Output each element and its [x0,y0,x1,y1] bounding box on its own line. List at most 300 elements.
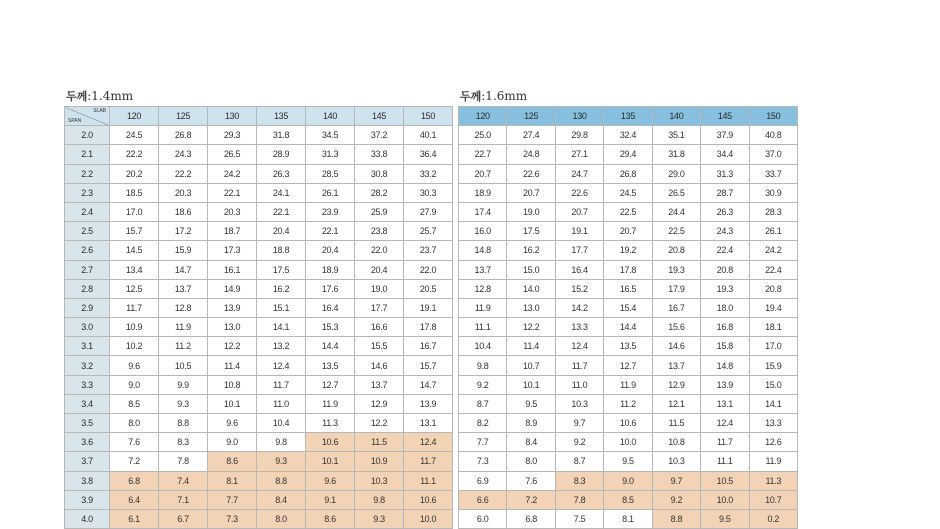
value-cell: 8.7 [459,394,507,413]
value-cell: 16.5 [604,279,652,298]
value-cell: 8.3 [159,433,208,452]
value-cell: 26.1 [749,222,797,241]
value-cell: 7.6 [110,433,159,452]
value-cell: 36.4 [404,145,453,164]
value-cell: 23.9 [306,202,355,221]
caption-label: 두께 [460,90,482,103]
span-cell: 3.6 [65,433,110,452]
span-cell: 3.0 [65,318,110,337]
value-cell: 20.7 [555,202,603,221]
span-cell: 2.1 [65,145,110,164]
value-cell: 28.5 [306,164,355,183]
value-cell: 10.3 [355,471,404,490]
value-cell: 27.9 [404,202,453,221]
value-cell: 13.1 [404,414,453,433]
value-cell: 17.7 [355,298,404,317]
value-cell: 24.4 [652,202,700,221]
value-cell: 29.0 [652,164,700,183]
value-cell: 26.5 [652,183,700,202]
slab-header-130: 130 [208,107,257,126]
value-cell: 24.5 [604,183,652,202]
slab-header-130: 130 [555,107,603,126]
value-cell: 8.0 [257,509,306,528]
value-cell: 17.9 [652,279,700,298]
value-cell: 10.5 [159,356,208,375]
value-cell: 20.8 [749,279,797,298]
value-cell: 26.8 [159,126,208,145]
value-cell: 32.4 [604,126,652,145]
table-row [459,164,798,183]
value-cell: 12.7 [306,375,355,394]
value-cell: 22.4 [701,241,749,260]
table-row [65,260,453,279]
slab-span-corner [65,107,110,126]
slab-header-125: 125 [159,107,208,126]
table-row [459,126,798,145]
table-row [65,337,453,356]
value-cell: 11.7 [701,433,749,452]
value-cell: 10.2 [110,337,159,356]
value-cell: 7.3 [459,452,507,471]
value-cell: 17.8 [404,318,453,337]
span-cell: 3.2 [65,356,110,375]
value-cell: 24.7 [555,164,603,183]
value-cell: 9.7 [652,471,700,490]
value-cell: 7.5 [555,509,603,528]
table-row [65,356,453,375]
value-cell: 15.9 [159,241,208,260]
value-cell: 10.0 [701,490,749,509]
slab-header-150: 150 [749,107,797,126]
span-cell: 2.0 [65,126,110,145]
value-cell: 14.1 [257,318,306,337]
value-cell: 14.6 [355,356,404,375]
table-row [65,394,453,413]
value-cell: 13.7 [652,356,700,375]
value-cell: 17.5 [507,222,555,241]
value-cell: 11.5 [355,433,404,452]
table-row [459,375,798,394]
value-cell: 13.7 [159,279,208,298]
value-cell: 14.9 [208,279,257,298]
value-cell: 15.1 [257,298,306,317]
table-row [459,337,798,356]
table-row [65,126,453,145]
caption-label: 두께 [66,90,88,103]
value-cell: 18.1 [749,318,797,337]
value-cell: 20.8 [701,260,749,279]
value-cell: 11.9 [604,375,652,394]
value-cell: 12.4 [404,433,453,452]
value-cell: 12.1 [652,394,700,413]
table-row [65,222,453,241]
table-row [65,509,453,528]
value-cell: 16.4 [555,260,603,279]
span-cell: 3.1 [65,337,110,356]
value-cell: 16.8 [701,318,749,337]
thickness-caption-1-4mm [66,88,133,104]
value-cell: 12.2 [355,414,404,433]
value-cell: 12.4 [555,337,603,356]
value-cell: 26.3 [701,202,749,221]
value-cell: 26.8 [604,164,652,183]
value-cell: 8.4 [257,490,306,509]
span-cell: 3.4 [65,394,110,413]
span-cell: 2.4 [65,202,110,221]
value-cell: 17.0 [749,337,797,356]
value-cell: 34.4 [701,145,749,164]
value-cell: 15.7 [110,222,159,241]
value-cell: 22.1 [257,202,306,221]
table-row [65,183,453,202]
value-cell: 24.1 [257,183,306,202]
value-cell: 9.5 [701,509,749,528]
value-cell: 11.4 [507,337,555,356]
value-cell: 17.7 [555,241,603,260]
value-cell: 14.4 [306,337,355,356]
value-cell: 7.4 [159,471,208,490]
value-cell: 9.0 [604,471,652,490]
value-cell: 16.4 [306,298,355,317]
value-cell: 22.1 [208,183,257,202]
caption-value: :1.4mm [87,89,134,103]
table-row [65,433,453,452]
value-cell: 14.7 [159,260,208,279]
value-cell: 11.7 [555,356,603,375]
span-table-1-4mm [64,106,453,529]
table-row [459,452,798,471]
value-cell: 20.5 [404,279,453,298]
value-cell: 8.5 [110,394,159,413]
value-cell: 11.9 [749,452,797,471]
value-cell: 9.2 [652,490,700,509]
value-cell: 12.9 [652,375,700,394]
value-cell: 17.8 [604,260,652,279]
value-cell: 12.4 [257,356,306,375]
value-cell: 6.0 [459,509,507,528]
value-cell: 13.9 [208,298,257,317]
value-cell: 19.1 [555,222,603,241]
value-cell: 13.5 [604,337,652,356]
span-cell: 3.8 [65,471,110,490]
value-cell: 40.1 [404,126,453,145]
caption-value: :1.6mm [481,89,528,103]
value-cell: 16.7 [652,298,700,317]
value-cell: 13.0 [208,318,257,337]
table-row [459,394,798,413]
value-cell: 10.8 [208,375,257,394]
value-cell: 10.0 [604,433,652,452]
value-cell: 7.8 [555,490,603,509]
table-row [65,241,453,260]
span-cell: 2.5 [65,222,110,241]
value-cell: 6.1 [110,509,159,528]
table-row [459,509,798,528]
table-row [65,298,453,317]
value-cell: 22.2 [159,164,208,183]
value-cell: 14.0 [507,279,555,298]
value-cell: 8.8 [652,509,700,528]
value-cell: 13.9 [701,375,749,394]
value-cell: 11.7 [110,298,159,317]
value-cell: 7.7 [208,490,257,509]
slab-label: SLAB [93,108,106,114]
value-cell: 31.8 [257,126,306,145]
slab-header-145: 145 [701,107,749,126]
value-cell: 28.7 [701,183,749,202]
value-cell: 11.0 [257,394,306,413]
table-row [459,202,798,221]
value-cell: 22.5 [652,222,700,241]
slab-header-140: 140 [652,107,700,126]
value-cell: 9.6 [208,414,257,433]
span-cell: 3.9 [65,490,110,509]
value-cell: 19.0 [507,202,555,221]
value-cell: 9.8 [355,490,404,509]
value-cell: 12.5 [110,279,159,298]
value-cell: 16.1 [208,260,257,279]
value-cell: 13.4 [110,260,159,279]
header-row [65,107,453,126]
value-cell: 13.5 [306,356,355,375]
value-cell: 9.1 [306,490,355,509]
value-cell: 24.3 [701,222,749,241]
value-cell: 23.8 [355,222,404,241]
value-cell: 28.9 [257,145,306,164]
value-cell: 14.1 [749,394,797,413]
value-cell: 7.8 [159,452,208,471]
value-cell: 14.2 [555,298,603,317]
span-cell: 2.6 [65,241,110,260]
slab-header-140: 140 [306,107,355,126]
value-cell: 17.6 [306,279,355,298]
value-cell: 27.4 [507,126,555,145]
value-cell: 18.0 [701,298,749,317]
span-cell: 2.3 [65,183,110,202]
value-cell: 10.3 [652,452,700,471]
value-cell: 6.7 [159,509,208,528]
value-cell: 11.2 [604,394,652,413]
value-cell: 24.8 [507,145,555,164]
value-cell: 20.7 [459,164,507,183]
value-cell: 20.3 [159,183,208,202]
table-row [459,433,798,452]
table-row [459,298,798,317]
value-cell: 22.6 [507,164,555,183]
value-cell: 12.2 [208,337,257,356]
value-cell: 17.3 [208,241,257,260]
thickness-caption-1-6mm [460,88,527,104]
value-cell: 8.0 [507,452,555,471]
value-cell: 30.8 [355,164,404,183]
value-cell: 10.1 [306,452,355,471]
value-cell: 13.3 [555,318,603,337]
value-cell: 6.8 [507,509,555,528]
value-cell: 26.5 [208,145,257,164]
value-cell: 10.9 [110,318,159,337]
value-cell: 10.9 [355,452,404,471]
value-cell: 9.7 [555,414,603,433]
value-cell: 22.0 [355,241,404,260]
value-cell: 8.6 [306,509,355,528]
value-cell: 20.8 [652,241,700,260]
value-cell: 10.6 [404,490,453,509]
value-cell: 15.0 [507,260,555,279]
value-cell: 11.9 [306,394,355,413]
value-cell: 18.7 [208,222,257,241]
value-cell: 9.3 [159,394,208,413]
value-cell: 30.9 [749,183,797,202]
value-cell: 16.2 [507,241,555,260]
table-row [459,471,798,490]
value-cell: 31.8 [652,145,700,164]
table-row [65,471,453,490]
span-cell: 2.8 [65,279,110,298]
table-row [65,490,453,509]
value-cell: 14.7 [404,375,453,394]
value-cell: 10.5 [701,471,749,490]
value-cell: 13.9 [404,394,453,413]
value-cell: 13.1 [701,394,749,413]
span-cell: 3.3 [65,375,110,394]
value-cell: 14.8 [701,356,749,375]
value-cell: 8.0 [110,414,159,433]
table-row [459,318,798,337]
value-cell: 10.7 [507,356,555,375]
value-cell: 10.8 [652,433,700,452]
span-table-1-6mm [458,106,798,529]
value-cell: 11.3 [749,471,797,490]
value-cell: 12.9 [355,394,404,413]
value-cell: 15.8 [701,337,749,356]
table-row [459,279,798,298]
span-cell: 2.9 [65,298,110,317]
value-cell: 10.1 [208,394,257,413]
value-cell: 22.5 [604,202,652,221]
table-row [459,183,798,202]
slab-header-125: 125 [507,107,555,126]
value-cell: 19.0 [355,279,404,298]
value-cell: 8.3 [555,471,603,490]
value-cell: 11.3 [306,414,355,433]
value-cell: 11.1 [701,452,749,471]
value-cell: 19.3 [652,260,700,279]
value-cell: 20.7 [604,222,652,241]
slab-header-120: 120 [459,107,507,126]
value-cell: 17.5 [257,260,306,279]
value-cell: 13.2 [257,337,306,356]
value-cell: 11.7 [404,452,453,471]
value-cell: 29.3 [208,126,257,145]
table-row [459,260,798,279]
value-cell: 7.7 [459,433,507,452]
value-cell: 14.4 [604,318,652,337]
value-cell: 34.5 [306,126,355,145]
value-cell: 15.5 [355,337,404,356]
table-row [459,490,798,509]
value-cell: 16.6 [355,318,404,337]
value-cell: 37.2 [355,126,404,145]
value-cell: 17.0 [110,202,159,221]
value-cell: 16.2 [257,279,306,298]
span-cell: 2.7 [65,260,110,279]
value-cell: 8.5 [604,490,652,509]
value-cell: 11.1 [459,318,507,337]
value-cell: 17.2 [159,222,208,241]
value-cell: 31.3 [701,164,749,183]
value-cell: 10.6 [604,414,652,433]
value-cell: 12.8 [459,279,507,298]
value-cell: 33.2 [404,164,453,183]
table-row [459,145,798,164]
value-cell: 10.7 [749,490,797,509]
value-cell: 12.7 [604,356,652,375]
table-row [65,279,453,298]
value-cell: 11.4 [208,356,257,375]
value-cell: 15.6 [652,318,700,337]
slab-header-145: 145 [355,107,404,126]
value-cell: 25.9 [355,202,404,221]
table-row [65,452,453,471]
value-cell: 28.3 [749,202,797,221]
value-cell: 11.5 [652,414,700,433]
value-cell: 7.1 [159,490,208,509]
table-row [65,145,453,164]
value-cell: 31.3 [306,145,355,164]
value-cell: 9.8 [459,356,507,375]
value-cell: 10.6 [306,433,355,452]
value-cell: 19.4 [749,298,797,317]
value-cell: 6.4 [110,490,159,509]
span-label: SPAN [68,118,82,125]
value-cell: 8.6 [208,452,257,471]
value-cell: 12.4 [701,414,749,433]
value-cell: 9.3 [355,509,404,528]
value-cell: 6.9 [459,471,507,490]
value-cell: 12.8 [159,298,208,317]
value-cell: 9.5 [507,394,555,413]
value-cell: 7.2 [110,452,159,471]
value-cell: 10.4 [257,414,306,433]
value-cell: 24.5 [110,126,159,145]
table-row [459,241,798,260]
value-cell: 8.4 [507,433,555,452]
value-cell: 13.7 [355,375,404,394]
value-cell: 25.0 [459,126,507,145]
value-cell: 19.1 [404,298,453,317]
value-cell: 15.9 [749,356,797,375]
value-cell: 9.2 [459,375,507,394]
value-cell: 13.3 [749,414,797,433]
value-cell: 29.4 [604,145,652,164]
table-row [459,356,798,375]
value-cell: 15.2 [555,279,603,298]
value-cell: 20.2 [110,164,159,183]
span-cell: 3.7 [65,452,110,471]
value-cell: 15.4 [604,298,652,317]
table-row [65,318,453,337]
value-cell: 9.2 [555,433,603,452]
value-cell: 20.4 [306,241,355,260]
table-row [65,202,453,221]
value-cell: 24.2 [749,241,797,260]
value-cell: 22.6 [555,183,603,202]
value-cell: 10.0 [404,509,453,528]
value-cell: 11.9 [459,298,507,317]
value-cell: 8.8 [257,471,306,490]
value-cell: 0.2 [749,509,797,528]
value-cell: 26.1 [306,183,355,202]
